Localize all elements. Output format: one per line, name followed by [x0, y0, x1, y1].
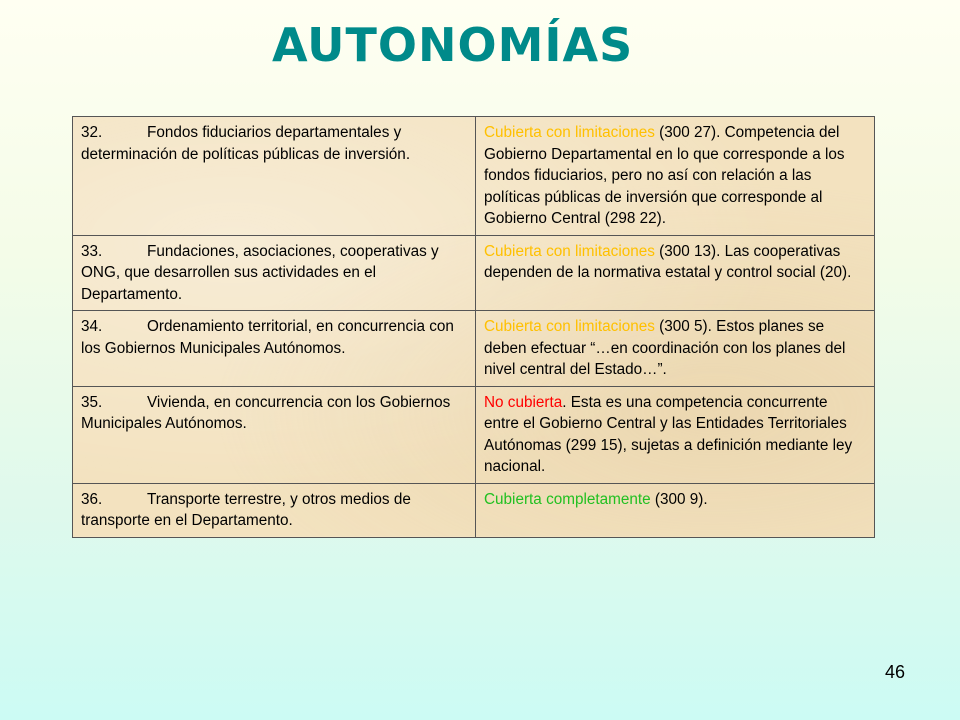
table-row: [73, 117, 875, 236]
page-number: 46: [884, 662, 905, 682]
table-row: [73, 483, 875, 537]
competence-text: Vivienda, en concurrencia con los Gobiernos Municipales Autónomos.: [81, 393, 451, 432]
status-label: No cubierta: [484, 393, 563, 411]
competence-text: Transporte terrestre, y otros medios de transporte en el Departamento.: [81, 490, 411, 529]
competence-text: Ordenamiento territorial, en concurrencia con los Gobiernos Municipales Autónomos.: [81, 318, 454, 357]
table-row: [73, 235, 875, 311]
row-number: 35.: [81, 393, 103, 411]
status-cell: [476, 386, 875, 483]
competence-cell: [73, 386, 476, 483]
table-row: [73, 386, 875, 483]
status-detail: . Esta es una competencia concurrente entre el Gobierno Central y las Entidades Territoriales Autónomas (299 15), sujetas a definición mediante ley nacional.: [484, 393, 853, 475]
competence-cell: [73, 483, 476, 537]
row-number: 36.: [81, 490, 103, 508]
status-label: Cubierta con limitaciones: [484, 242, 655, 260]
status-detail: (300 27). Competencia del Gobierno Departamental en lo que corresponde a los fondos fiduciarios, pero no así con relación a las políticas públicas de inversión que corresponde al Gobierno Central (298 22).: [484, 124, 845, 227]
competence-cell: [73, 235, 476, 311]
status-cell: [476, 235, 875, 311]
status-detail: (300 13). Las cooperativas dependen de la normativa estatal y control social (20).: [484, 242, 852, 281]
status-label: Cubierta con limitaciones: [484, 318, 655, 335]
status-label: Cubierta completamente: [484, 490, 651, 508]
competence-cell: [73, 311, 476, 387]
status-cell: [476, 483, 875, 537]
competence-text: Fondos fiduciarios departamentales y determinación de políticas públicas de inversión.: [81, 124, 411, 163]
row-number: 32.: [81, 124, 103, 141]
status-detail: (300 9).: [650, 490, 708, 508]
autonomias-table: [72, 116, 875, 538]
competence-cell: [73, 117, 476, 236]
row-number: 34.: [81, 318, 103, 335]
competence-text: Fundaciones, asociaciones, cooperativas y ONG, que desarrollen sus actividades en el Departamento.: [81, 242, 439, 303]
table-row: [73, 311, 875, 387]
status-cell: [476, 311, 875, 387]
status-cell: [476, 117, 875, 236]
page-title: AUTONOMÍAS: [272, 18, 634, 72]
row-number: 33.: [81, 242, 103, 260]
status-detail: (300 5). Estos planes se deben efectuar “…en coordinación con los planes del nivel central del Estado…”.: [484, 318, 846, 378]
status-label: Cubierta con limitaciones: [484, 124, 655, 141]
